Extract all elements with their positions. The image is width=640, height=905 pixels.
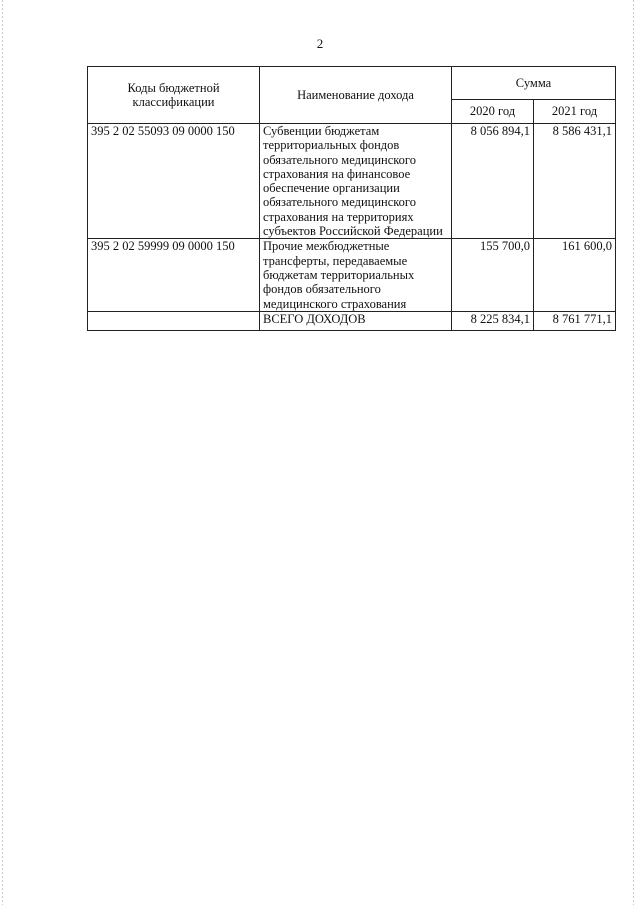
revenue-table xyxy=(87,66,616,331)
header-year-2020: 2020 год xyxy=(452,100,534,124)
table-row xyxy=(88,124,616,239)
row-value-2021: 161 600,0 xyxy=(534,239,616,311)
scan-edge-left xyxy=(2,0,3,905)
table-row xyxy=(88,239,616,311)
header-row xyxy=(88,67,616,100)
total-row xyxy=(88,311,616,330)
row-code: 395 2 02 59999 09 0000 150 xyxy=(88,239,260,311)
header-sum: Сумма xyxy=(452,67,616,100)
header-codes: Коды бюджетной классификации xyxy=(88,67,260,124)
row-name: Прочие межбюджетные трансферты, передаваемые бюджетам территориальных фондов обязательного медицинского страхования xyxy=(260,239,452,311)
total-label: ВСЕГО ДОХОДОВ xyxy=(260,311,452,330)
page-number: 2 xyxy=(316,36,324,51)
total-value-2021: 8 761 771,1 xyxy=(534,311,616,330)
total-value-2020: 8 225 834,1 xyxy=(452,311,534,330)
header-year-2021: 2021 год xyxy=(534,100,616,124)
row-value-2020: 155 700,0 xyxy=(452,239,534,311)
row-value-2020: 8 056 894,1 xyxy=(452,124,534,239)
total-code xyxy=(88,311,260,330)
row-name: Субвенции бюджетам территориальных фондов обязательного медицинского страхования на финансовое обеспечение организации обязательного медицинского страхования на территориях субъектов Российской Федерации xyxy=(260,124,452,239)
header-name: Наименование дохода xyxy=(260,67,452,124)
row-value-2021: 8 586 431,1 xyxy=(534,124,616,239)
row-code: 395 2 02 55093 09 0000 150 xyxy=(88,124,260,239)
scan-edge-right xyxy=(633,0,634,905)
